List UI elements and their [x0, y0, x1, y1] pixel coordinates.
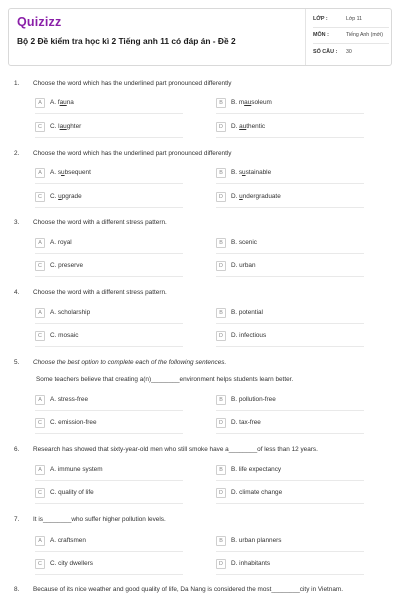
option-divider — [35, 323, 183, 324]
question-number: 1. — [14, 80, 20, 87]
option-letter-box: C — [35, 331, 45, 341]
option-letter-box: B — [216, 238, 226, 248]
option-divider — [35, 551, 183, 552]
option-label: D. authentic — [231, 123, 266, 130]
option-label: B. potential — [231, 309, 263, 316]
option-divider — [216, 410, 364, 411]
option-letter-box: A — [35, 238, 45, 248]
question-number: 2. — [14, 150, 20, 157]
question-number: 5. — [14, 359, 20, 366]
question-text: Choose the word with a different stress pattern. — [33, 219, 167, 226]
option-letter-box: D — [216, 192, 226, 202]
option-label: C. city dwellers — [50, 560, 93, 567]
option-label: A. scholarship — [50, 309, 91, 316]
option-divider — [35, 503, 183, 504]
option-label: A. immune system — [50, 466, 103, 473]
option-letter-box: A — [35, 168, 45, 178]
meta-value: Tiếng Anh (mới) — [346, 32, 383, 38]
option-divider — [35, 207, 183, 208]
option-divider — [216, 551, 364, 552]
option-letter-box: D — [216, 331, 226, 341]
option-letter-box: B — [216, 98, 226, 108]
meta-label: LỚP : — [313, 16, 328, 22]
option-letter-box: D — [216, 488, 226, 498]
option-letter-box: A — [35, 308, 45, 318]
option-letter-box: D — [216, 261, 226, 271]
meta-row-count — [313, 46, 389, 61]
option-label: D. inhabitants — [231, 560, 271, 567]
option-label: D. infectious — [231, 332, 267, 339]
option-letter-box: A — [35, 395, 45, 405]
option-divider — [35, 113, 183, 114]
option-letter-box: C — [35, 418, 45, 428]
option-label: D. urban — [231, 262, 256, 269]
question-sentence: Some teachers believe that creating a(n)________environment helps students learn better. — [36, 376, 294, 383]
option-label: B. mausoleum — [231, 99, 272, 106]
option-label: C. preserve — [50, 262, 84, 269]
meta-value: 30 — [346, 49, 352, 55]
option-label: B. life expectancy — [231, 466, 282, 473]
worksheet-title: Bộ 2 Đề kiểm tra học kì 2 Tiếng anh 11 có đáp án - Đề 2 — [17, 36, 236, 46]
option-letter-box: B — [216, 168, 226, 178]
option-divider — [35, 183, 183, 184]
option-label: B. scenic — [231, 239, 257, 246]
question-text: Choose the word with a different stress pattern. — [33, 289, 167, 296]
option-divider — [35, 433, 183, 434]
option-letter-box: C — [35, 488, 45, 498]
option-letter-box: A — [35, 465, 45, 475]
option-divider — [216, 574, 364, 575]
option-label: B. pollution-free — [231, 396, 276, 403]
option-letter-box: A — [35, 98, 45, 108]
meta-row-subject — [313, 29, 389, 44]
question-text: Choose the best option to complete each of the following sentences. — [33, 359, 227, 366]
meta-label: MÔN : — [313, 32, 329, 38]
option-letter-box: A — [35, 536, 45, 546]
option-divider — [35, 574, 183, 575]
option-letter-box: D — [216, 559, 226, 569]
question-number: 6. — [14, 446, 20, 453]
header-divider — [305, 9, 306, 65]
question-number: 7. — [14, 516, 20, 523]
option-label: C. mosaic — [50, 332, 79, 339]
option-letter-box: C — [35, 261, 45, 271]
question-text: Research has showed that sixty-year-old men who still smoke have a________of less than 12 years. — [33, 446, 318, 453]
option-divider — [216, 113, 364, 114]
option-divider — [216, 276, 364, 277]
meta-label: SỐ CÂU : — [313, 49, 338, 55]
option-label: A. royal — [50, 239, 72, 246]
option-label: A. fauna — [50, 99, 74, 106]
option-letter-box: C — [35, 122, 45, 132]
option-label: D. undergraduate — [231, 193, 281, 200]
option-divider — [216, 253, 364, 254]
option-label: C. upgrade — [50, 193, 82, 200]
option-divider — [216, 433, 364, 434]
question-text: Choose the word which has the underlined part pronounced differently — [33, 150, 232, 157]
option-divider — [216, 207, 364, 208]
option-label: A. subsequent — [50, 169, 91, 176]
option-divider — [216, 137, 364, 138]
option-divider — [35, 410, 183, 411]
meta-row-class — [313, 13, 389, 28]
question-text: Because of its nice weather and good quality of life, Da Nang is considered the most________city in Vietnam. — [33, 586, 344, 593]
option-divider — [216, 183, 364, 184]
option-letter-box: D — [216, 418, 226, 428]
option-divider — [216, 503, 364, 504]
option-divider — [35, 276, 183, 277]
option-label: D. climate change — [231, 489, 283, 496]
option-letter-box: D — [216, 122, 226, 132]
option-divider — [35, 480, 183, 481]
option-letter-box: C — [35, 559, 45, 569]
option-divider — [35, 137, 183, 138]
option-label: B. sustainable — [231, 169, 272, 176]
question-number: 8. — [14, 586, 20, 593]
meta-value: Lớp 11 — [346, 16, 362, 22]
worksheet-header — [8, 8, 392, 66]
option-label: C. quality of life — [50, 489, 94, 496]
option-divider — [216, 346, 364, 347]
option-letter-box: B — [216, 395, 226, 405]
option-label: C. emission-free — [50, 419, 97, 426]
option-divider — [35, 346, 183, 347]
question-text: Choose the word which has the underlined part pronounced differently — [33, 80, 232, 87]
quizizz-logo: Quizizz — [17, 15, 62, 29]
option-divider — [216, 480, 364, 481]
option-label: A. stress-free — [50, 396, 88, 403]
option-letter-box: B — [216, 308, 226, 318]
option-divider — [35, 253, 183, 254]
option-label: D. tax-free — [231, 419, 261, 426]
question-number: 4. — [14, 289, 20, 296]
option-letter-box: B — [216, 465, 226, 475]
option-label: B. urban planners — [231, 537, 282, 544]
option-label: A. craftsmen — [50, 537, 86, 544]
question-number: 3. — [14, 219, 20, 226]
option-letter-box: C — [35, 192, 45, 202]
option-label: C. laughter — [50, 123, 82, 130]
option-letter-box: B — [216, 536, 226, 546]
question-text: It is________who suffer higher pollution levels. — [33, 516, 166, 523]
option-divider — [216, 323, 364, 324]
